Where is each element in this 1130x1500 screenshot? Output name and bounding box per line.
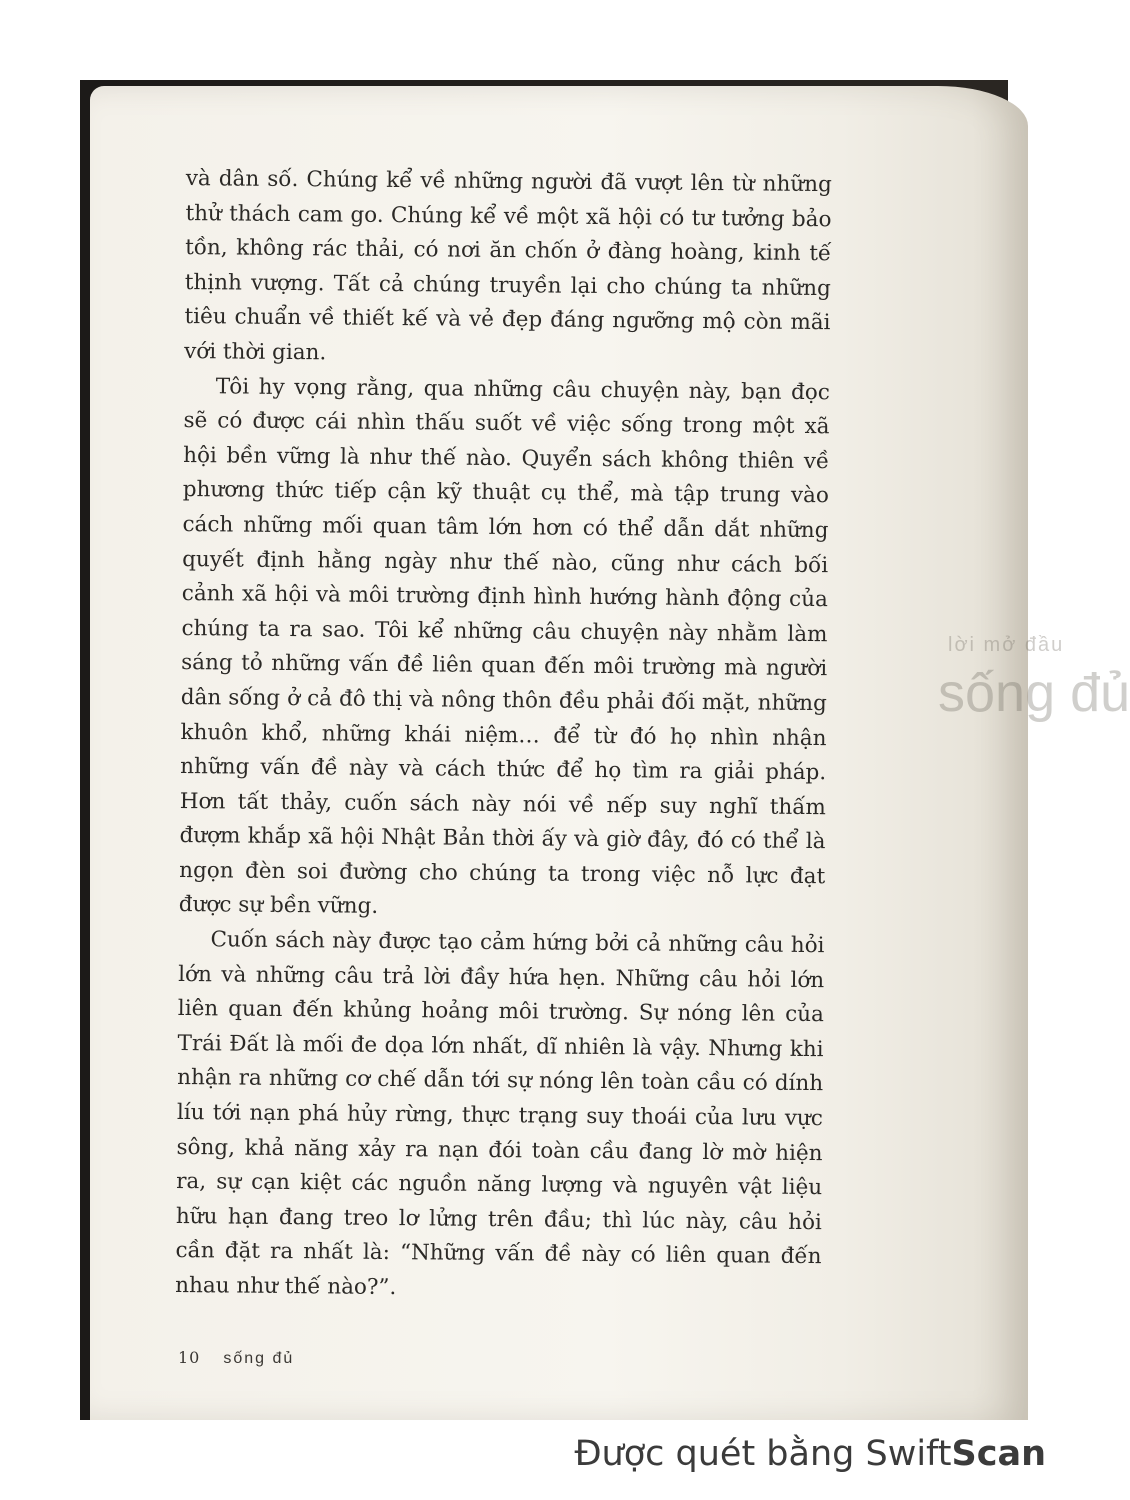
paragraph-1: và dân số. Chúng kể về những người đã vượt lên từ những thử thách cam go. Chúng kể về một xã hội có tư tưởng bảo tồn, không rác thải, có nơi ăn chốn ở đàng hoàng, kinh tế thịnh vượng. Tất cả chúng truyền lại cho chúng ta những tiêu chuẩn về thiết kế và vẻ đẹp đáng ngưỡng mộ còn mãi với thời gian. [184,165,832,366]
scanner-watermark [574,1434,1046,1474]
page-number: 10 [178,1348,201,1367]
watermark-prefix: Được quét bằng Swift [574,1434,952,1474]
watermark-brand: Scan [951,1434,1046,1474]
running-title: sống đủ [223,1350,295,1367]
page-body-text [175,162,832,1310]
bleed-through-title: sống đủ [938,663,1130,723]
paragraph-2: Tôi hy vọng rằng, qua những câu chuyện này, bạn đọc sẽ có được cái nhìn thấu suốt về việc sống trong một xã hội bền vững là như thế nào. Quyển sách không thiên về phương thức tiếp cận kỹ thuật cụ thể, mà tập trung vào cách những mối quan tâm lớn hơn có thể dẫn dắt những quyết định hằng ngày như thế nào, cũng như cách bối cảnh xã hội và môi trường định hình hướng hành động của chúng ta ra sao. Tôi kể những câu chuyện này nhằm làm sáng tỏ những vấn đề liên quan đến môi trường mà người dân sống ở cả đô thị và nông thôn đều phải đối mặt, những khuôn khổ, những khái niệm… để từ đó họ nhìn nhận những vấn đề này và cách thức để họ tìm ra giải pháp. Hơn tất thảy, cuốn sách này nói về nếp suy nghĩ thấm đượm khắp xã hội Nhật Bản thời ấy và giờ đây, đó có thể là ngọn đèn soi đường cho chúng ta trong việc nỗ lực đạt được sự bền vững. [178,373,830,920]
bleed-through-heading: lời mở đầu [948,634,1065,656]
page-footer [178,1348,294,1368]
paragraph-3: Cuốn sách này được tạo cảm hứng bởi cả những câu hỏi lớn và những câu trả lời đầy hứa hẹn. Những câu hỏi lớn liên quan đến khủng hoảng môi trường. Sự nóng lên của Trái Đất là mối đe dọa lớn nhất, dĩ nhiên là vậy. Nhưng khi nhận ra những cơ chế dẫn tới sự nóng lên toàn cầu có dính líu tới nạn phá hủy rừng, thực trạng suy thoái của lưu vực sông, khả năng xảy ra nạn đói toàn cầu đang lờ mờ hiện ra, sự cạn kiệt các nguồn năng lượng và nguyên vật liệu hữu hạn đang treo lơ lửng trên đầu; thì lúc này, câu hỏi cần đặt ra nhất là: “Những vấn đề này có liên quan đến nhau như thế nào?”. [175,927,825,1301]
